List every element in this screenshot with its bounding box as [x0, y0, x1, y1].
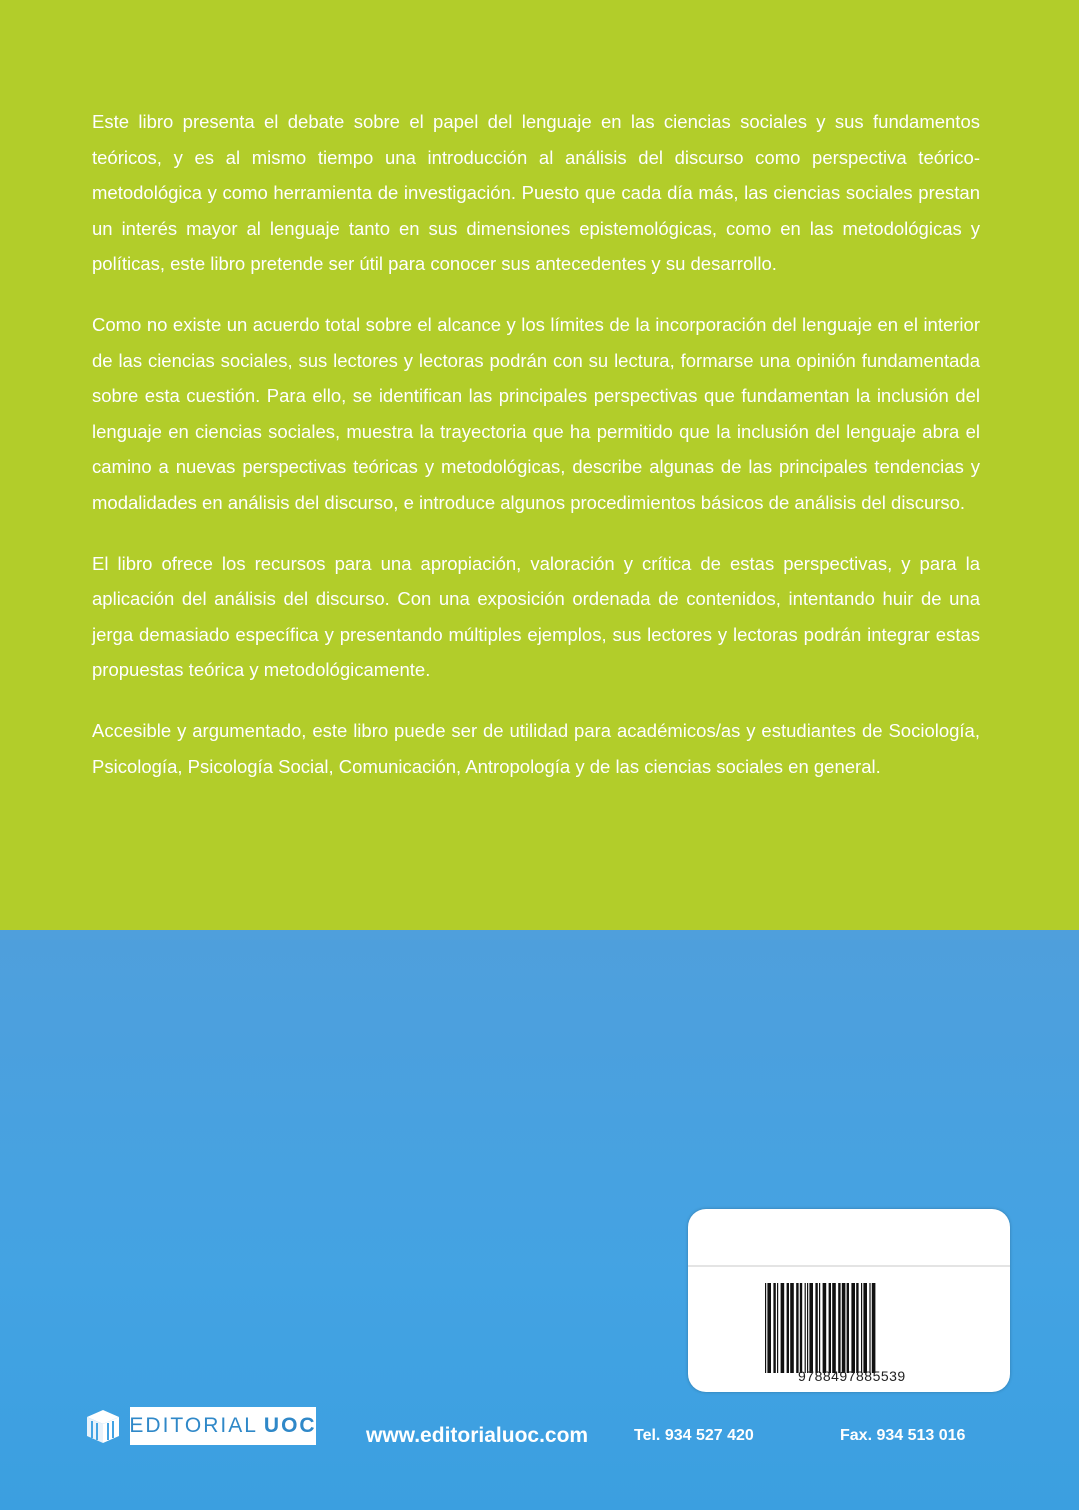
publisher-phone: Tel. 934 527 420	[634, 1427, 754, 1444]
publisher-fax: Fax. 934 513 016	[840, 1427, 966, 1444]
synopsis-paragraph-1: Este libro presenta el debate sobre el papel del lenguaje en las ciencias sociales y sus fundamentos teóricos, y es al mismo tiempo una introducción al análisis del discurso como perspectiva teórico-metodológica y como herramienta de investigación. Puesto que cada día más, las ciencias sociales prestan un interés mayor al lenguaje tanto en sus dimensiones epistemológicas, como en las metodológicas y políticas, este libro pretende ser útil para conocer sus antecedentes y su desarrollo.	[92, 111, 980, 275]
publisher-logo	[84, 1406, 316, 1446]
barcode-sticker	[688, 1209, 1010, 1392]
publisher-website: www.editorialuoc.com	[366, 1424, 589, 1447]
synopsis	[92, 104, 980, 809]
publisher-word: EDITORIAL	[129, 1414, 258, 1437]
publisher-brand: UOC	[263, 1414, 317, 1437]
barcode-icon	[763, 1283, 943, 1373]
synopsis-paragraph-3: El libro ofrece los recursos para una apropiación, valoración y crítica de estas perspectivas, y para la aplicación del análisis del discurso. Con una exposición ordenada de contenidos, intentando huir de una jerga demasiado específica y presentando múltiples ejemplos, sus lectores y lectoras podrán integrar estas propuestas teórica y metodológicamente.	[92, 552, 980, 681]
isbn-number: 9788497885539	[798, 1368, 906, 1384]
synopsis-paragraph-2: Como no existe un acuerdo total sobre el alcance y los límites de la incorporación del lenguaje en el interior de las ciencias sociales, sus lectores y lectoras podrán con su lectura, formarse una opinión fundamentada sobre esta cuestión. Para ello, se identifican las principales perspectivas que fundamentan la inclusión del lenguaje en ciencias sociales, muestra la trayectoria que ha permitido que la inclusión del lenguaje abra el camino a nuevas perspectivas teóricas y metodológicas, describe algunas de las principales tendencias y modalidades en análisis del discurso, e introduce algunos procedimientos básicos de análisis del discurso.	[92, 313, 980, 513]
sticker-fold	[688, 1265, 1010, 1267]
book-stack-icon	[84, 1407, 122, 1445]
synopsis-paragraph-4: Accesible y argumentado, este libro puede ser de utilidad para académicos/as y estudiantes de Sociología, Psicología, Psicología Social, Comunicación, Antropología y de las ciencias sociales en general.	[92, 719, 980, 777]
publisher-name	[130, 1407, 316, 1445]
